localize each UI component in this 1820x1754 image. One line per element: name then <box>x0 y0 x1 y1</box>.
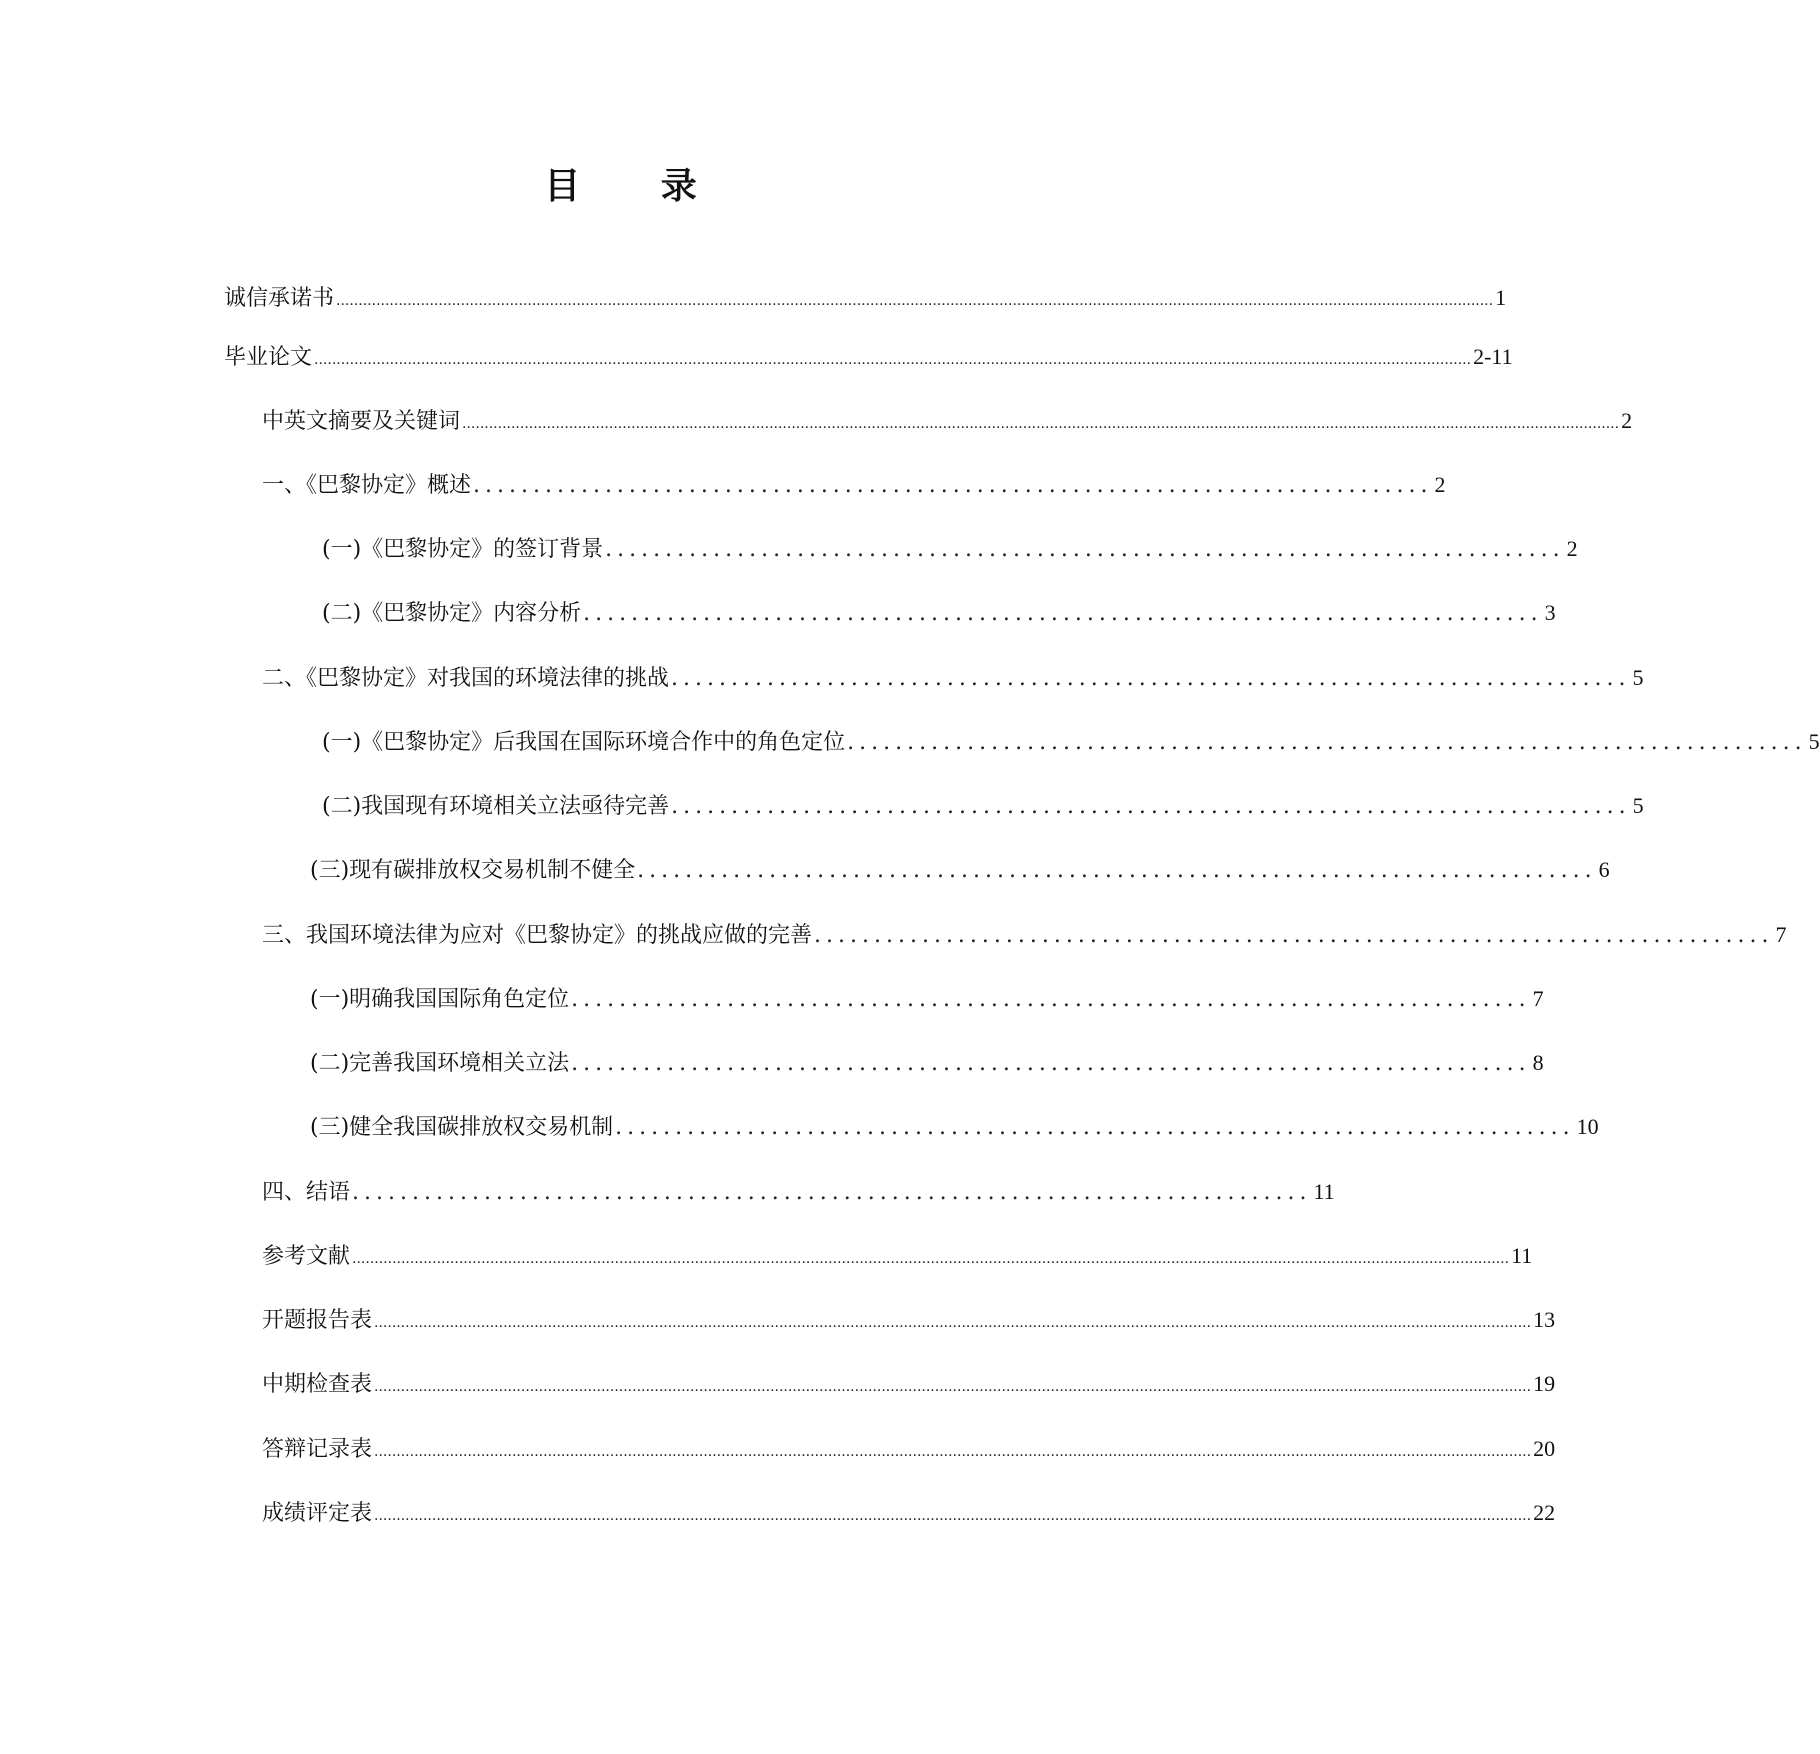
toc-entry-page: 5 <box>1808 729 1820 754</box>
toc-leader: .................................................................................................................................................................................................................................................................... <box>374 1444 1532 1460</box>
toc-entry-page: 11 <box>1511 1243 1533 1268</box>
toc-entry <box>322 727 1820 757</box>
toc-leader: ................................................................................ <box>571 1051 1531 1076</box>
toc-entry-label: (一)《巴黎协定》的签订背景 <box>322 537 604 562</box>
toc-entry-label: (二)《巴黎协定》内容分析 <box>322 601 582 626</box>
toc-leader: ................................................................................ <box>671 666 1631 691</box>
toc-entry-page: 2 <box>1434 472 1446 497</box>
toc-entry-label: 毕业论文 <box>224 345 313 370</box>
toc-entry-label: (二)我国现有环境相关立法亟待完善 <box>322 794 670 819</box>
toc-leader: .................................................................................................................................................................................................................................................................... <box>314 352 1472 368</box>
toc-leader: .................................................................................................................................................................................................................................................................... <box>374 1508 1532 1524</box>
toc-leader: ................................................................................ <box>352 1180 1312 1205</box>
toc-entry <box>224 283 1507 313</box>
toc-entry-page: 7 <box>1532 986 1544 1011</box>
toc-entry <box>310 855 1610 885</box>
toc-entry-page: 2 <box>1621 408 1633 433</box>
toc-entry-page: 19 <box>1533 1371 1556 1396</box>
toc-entry <box>224 342 1513 372</box>
toc-entry-label: (三)现有碳排放权交易机制不健全 <box>310 858 636 883</box>
toc-entry <box>322 791 1644 821</box>
toc-entry-page: 5 <box>1632 793 1644 818</box>
toc-entry-page: 5 <box>1632 665 1644 690</box>
toc-leader: ................................................................................ <box>847 730 1807 755</box>
toc-entry-page: 6 <box>1598 857 1610 882</box>
toc-entry-page: 10 <box>1576 1114 1599 1139</box>
toc-entry-label: 一、《巴黎协定》概述 <box>262 473 472 498</box>
toc-entry <box>310 1048 1544 1078</box>
toc-entry-page: 22 <box>1533 1500 1556 1525</box>
toc-entry-label: 成绩评定表 <box>262 1501 373 1526</box>
toc-entry <box>262 470 1446 500</box>
toc-leader: ................................................................................ <box>814 923 1774 948</box>
toc-entry-label: (二)完善我国环境相关立法 <box>310 1051 570 1076</box>
toc-entry <box>262 1241 1533 1271</box>
toc-entry <box>262 1434 1556 1464</box>
toc-entry <box>262 1177 1335 1207</box>
toc-entry-page: 11 <box>1313 1179 1335 1204</box>
toc-entry-label: 二、《巴黎协定》对我国的环境法律的挑战 <box>262 666 670 691</box>
toc-entry <box>262 920 1787 950</box>
toc-entry-label: (三)健全我国碳排放权交易机制 <box>310 1115 614 1140</box>
toc-leader: ................................................................................ <box>571 987 1531 1012</box>
toc-entry <box>262 1305 1556 1335</box>
toc-leader: ................................................................................ <box>473 473 1433 498</box>
toc-entry <box>322 534 1578 564</box>
toc-leader: .................................................................................................................................................................................................................................................................... <box>352 1251 1510 1267</box>
toc-entry-label: (一)《巴黎协定》后我国在国际环境合作中的角色定位 <box>322 730 846 755</box>
toc-entry <box>310 1112 1599 1142</box>
toc-entry-page: 13 <box>1533 1307 1556 1332</box>
toc-entry-label: 开题报告表 <box>262 1308 373 1333</box>
toc-leader: ................................................................................ <box>637 858 1597 883</box>
toc-entry-label: 四、结语 <box>262 1180 351 1205</box>
toc-entry-label: 答辩记录表 <box>262 1437 373 1462</box>
toc-leader: ................................................................................ <box>605 537 1565 562</box>
toc-entry <box>262 1369 1556 1399</box>
page-title: 目 录 <box>544 166 731 207</box>
toc-entry-page: 3 <box>1544 600 1556 625</box>
toc-leader: .................................................................................................................................................................................................................................................................... <box>336 293 1494 309</box>
toc-entry-label: 中英文摘要及关键词 <box>262 409 461 434</box>
toc-entry <box>262 406 1633 436</box>
toc-entry-label: 参考文献 <box>262 1244 351 1269</box>
toc-leader: ................................................................................ <box>671 794 1631 819</box>
toc-leader: ................................................................................ <box>615 1115 1575 1140</box>
toc-leader: ................................................................................ <box>583 601 1543 626</box>
toc-entry <box>262 663 1644 693</box>
toc-entry <box>262 1498 1556 1528</box>
toc-entry-label: (一)明确我国国际角色定位 <box>310 987 570 1012</box>
toc-entry <box>322 598 1556 628</box>
toc-entry <box>310 984 1544 1014</box>
toc-entry-page: 8 <box>1532 1050 1544 1075</box>
toc-entry-page: 2 <box>1566 536 1578 561</box>
toc-entry-label: 中期检查表 <box>262 1372 373 1397</box>
toc-entry-page: 20 <box>1533 1436 1556 1461</box>
toc-entry-page: 7 <box>1775 922 1787 947</box>
toc-leader: .................................................................................................................................................................................................................................................................... <box>462 416 1620 432</box>
toc-leader: .................................................................................................................................................................................................................................................................... <box>374 1315 1532 1331</box>
toc-entry-label: 三、我国环境法律为应对《巴黎协定》的挑战应做的完善 <box>262 923 813 948</box>
toc-entry-page: 1 <box>1495 285 1507 310</box>
toc-leader: .................................................................................................................................................................................................................................................................... <box>374 1379 1532 1395</box>
toc-entry-page: 2-11 <box>1473 344 1513 369</box>
toc-entry-label: 诚信承诺书 <box>224 286 335 311</box>
